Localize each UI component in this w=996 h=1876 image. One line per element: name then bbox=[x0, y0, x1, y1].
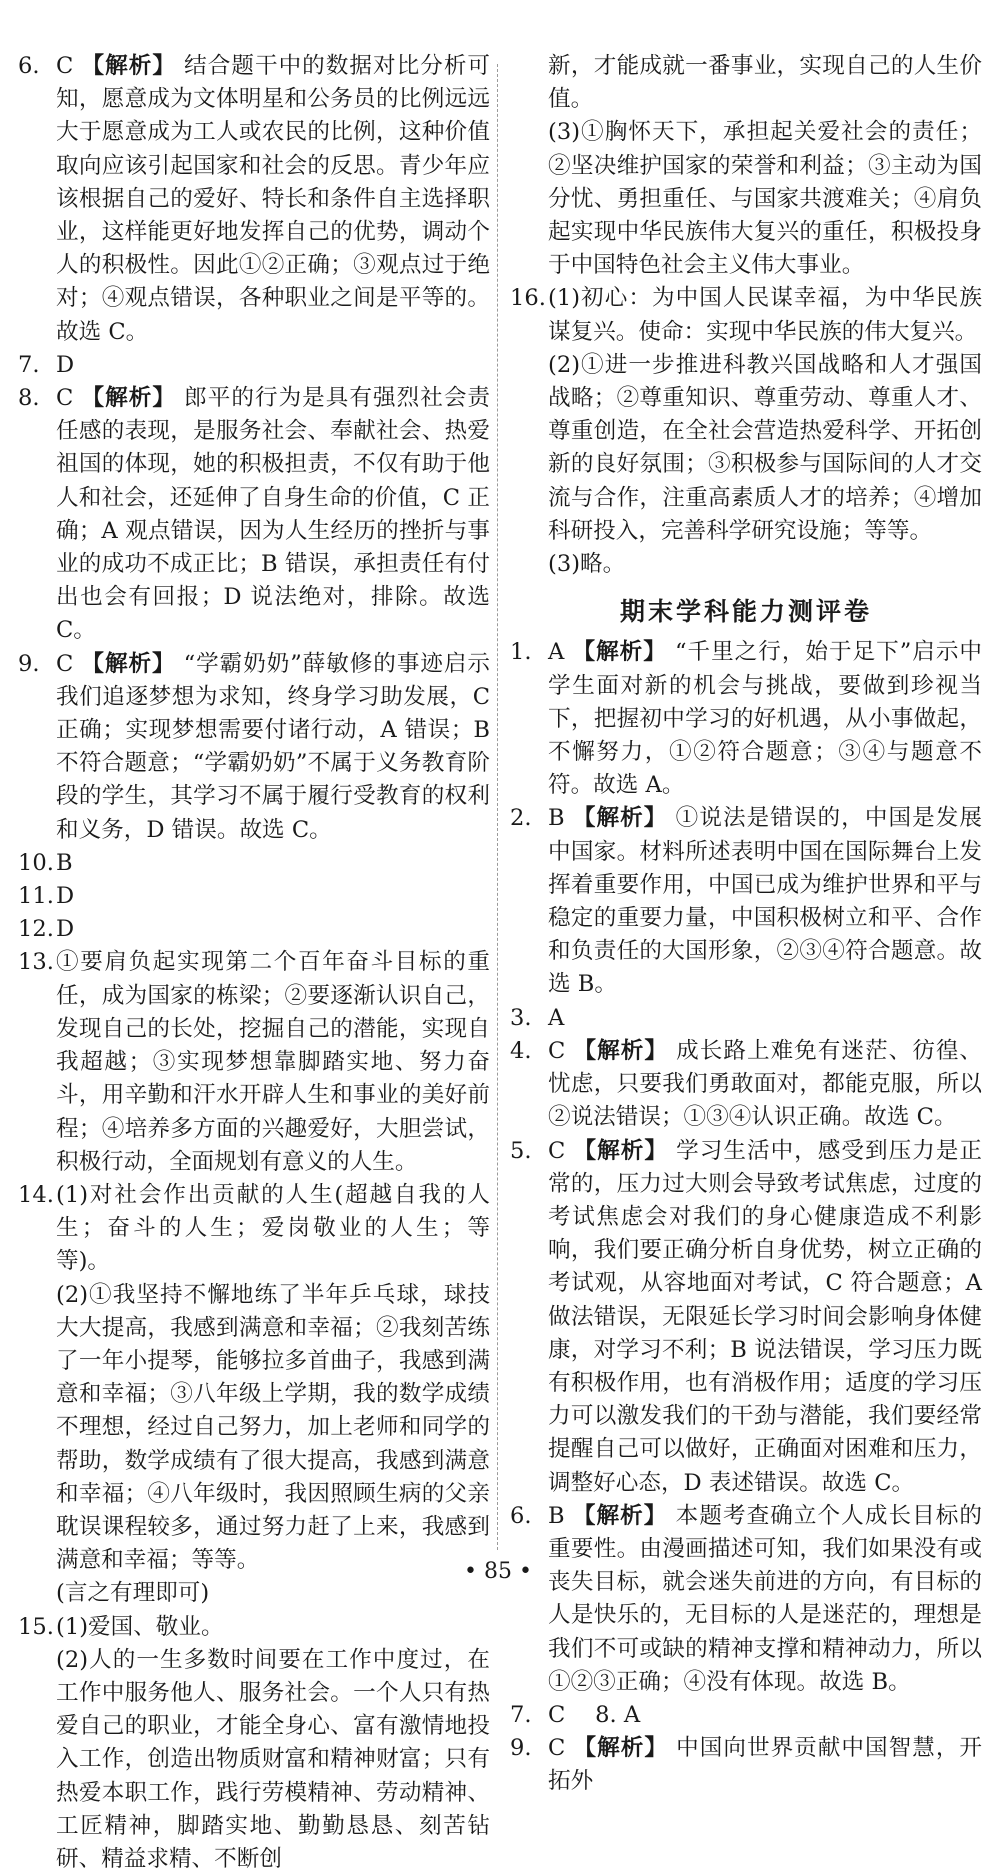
item-number: 14. bbox=[18, 1181, 54, 1208]
item-answer: B bbox=[56, 849, 73, 876]
answer-item-15-continued bbox=[510, 50, 982, 282]
item-number: 16. bbox=[510, 285, 546, 312]
item-number: 9. bbox=[18, 650, 40, 677]
final-item-7-8 bbox=[510, 1699, 982, 1732]
answer-item-8 bbox=[18, 382, 490, 648]
answer-item-12 bbox=[18, 913, 490, 946]
item-answer: B bbox=[548, 1502, 565, 1529]
item-number: 13. bbox=[18, 949, 54, 976]
item-number: 7. bbox=[510, 1701, 532, 1728]
answer-item-13 bbox=[18, 946, 490, 1178]
analysis-label: 【解析】 bbox=[572, 1502, 668, 1529]
final-item-1 bbox=[510, 636, 982, 802]
answer-item-6 bbox=[18, 50, 490, 349]
item-number: 2. bbox=[510, 805, 532, 832]
sub-answer: (3)略。 bbox=[548, 551, 626, 578]
item-body: “千里之行，始于足下”启示中学生面对新的机会与挑战，要做到珍视当下，把握初中学习的好机遇，从小事做起，不懈努力，①②符合题意；③④与题意不符。故选 A。 bbox=[548, 639, 982, 799]
item-answer: A bbox=[548, 639, 565, 666]
sub-answer: (2)①进一步推进科教兴国战略和人才强国战略；②尊重知识、尊重劳动、尊重人才、尊重创造，在全社会营造热爱科学、开拓创新的良好氛围；③积极参与国际间的人才交流与合作，注重高素质人才的培养；④增加科研投入，完善科学研究设施；等等。 bbox=[548, 351, 982, 544]
final-item-6 bbox=[510, 1500, 982, 1699]
item-answer: C bbox=[548, 1137, 566, 1164]
item-body: 中国向世界贡献中国智慧，开拓外 bbox=[548, 1735, 983, 1795]
final-item-4 bbox=[510, 1035, 982, 1135]
item-body: ①说法是错误的，中国是发展中国家。材料所述表明中国在国际舞台上发挥着重要作用，中国已成为维护世界和平与稳定的重要力量，中国积极树立和平、合作和负责任的大国形象，②③④符合题意。故选 B。 bbox=[548, 805, 983, 998]
analysis-label: 【解析】 bbox=[573, 1037, 668, 1064]
analysis-label: 【解析】 bbox=[81, 53, 176, 79]
continued-text: 新，才能成就一番事业，实现自己的人生价值。 bbox=[548, 53, 982, 113]
sub-answer: (1)对社会作出贡献的人生(超越自我的人生；奋斗的人生；爱岗敬业的人生；等等)。 bbox=[56, 1181, 490, 1275]
final-item-2 bbox=[510, 802, 982, 1001]
item-answer: D bbox=[56, 916, 75, 943]
item-number: 12. bbox=[18, 916, 54, 943]
item-answer: D bbox=[56, 351, 75, 378]
item-body: 学习生活中，感受到压力是正常的，压力过大则会导致考试焦虑，过度的考试焦虑会对我们的身心健康造成不利影响，我们要正确分析自身优势，树立正确的考试观，从容地面对考试，C 符合题意；A 做法错误，无限延长学习时间会影响身体健康，对学习不利；B 说法错误，学习压力既有积极作用，也有消极作用；适度的学习压力可以激发我们的干劲与潜能，我们要经常提醒自己可以做好，正确面对困难和压力，调整好心态，D 表述错误。故选 C。 bbox=[548, 1137, 983, 1496]
item-answer: A bbox=[548, 1004, 565, 1031]
item-number: 4. bbox=[510, 1037, 532, 1064]
analysis-label: 【解析】 bbox=[572, 805, 668, 832]
item-number: 9. bbox=[510, 1735, 532, 1762]
item-body: 结合题干中的数据对比分析可知，愿意成为文体明星和公务员的比例远远大于愿意成为工人或农民的比例，这种价值取向应该引起国家和社会的反思。青少年应该根据自己的爱好、特长和条件自主选择职业，这样能更好地发挥自己的优势，调动个人的积极性。因此①②正确；③观点过于绝对；④观点错误，各种职业之间是平等的。故选 C。 bbox=[56, 53, 491, 345]
section-title: 期末学科能力测评卷 bbox=[619, 597, 872, 627]
item-answer: D bbox=[56, 883, 75, 910]
item-number: 15. bbox=[18, 1613, 54, 1640]
item-number: 3. bbox=[510, 1004, 532, 1031]
answer-item-10 bbox=[18, 847, 490, 880]
item-number: 6. bbox=[18, 53, 40, 79]
analysis-label: 【解析】 bbox=[573, 1137, 668, 1164]
item-number: 11. bbox=[18, 883, 54, 910]
item-number: 10. bbox=[18, 849, 54, 876]
item-answer: B bbox=[548, 805, 565, 832]
item-body: ①要肩负起实现第二个百年奋斗目标的重任，成为国家的栋梁；②要逐渐认识自己，发现自己的长处，挖掘自己的潜能，实现自我超越；③实现梦想靠脚踏实地、努力奋斗，用辛勤和汗水开辟人生和事业的美好前程；④培养多方面的兴趣爱好，大胆尝试，积极行动，全面规划有意义的人生。 bbox=[56, 949, 490, 1175]
sub-answer: (1)初心：为中国人民谋幸福，为中华民族谋复兴。使命：实现中华民族的伟大复兴。 bbox=[548, 285, 982, 345]
answer-item-11 bbox=[18, 880, 490, 913]
right-column bbox=[510, 50, 982, 1799]
answer-item-15 bbox=[18, 1611, 490, 1876]
sub-answer-note: (言之有理即可) bbox=[56, 1580, 210, 1607]
sub-answer: (3)①胸怀天下，承担起关爱社会的责任；②坚决维护国家的荣誉和利益；③主动为国分忧、勇担重任、与国家共渡难关；④肩负起实现中华民族伟大复兴的重任，积极投身于中国特色社会主义伟大事业。 bbox=[548, 119, 982, 279]
answer-item-7 bbox=[18, 349, 490, 382]
item-answer: C bbox=[548, 1701, 566, 1728]
answer-item-14 bbox=[18, 1179, 490, 1611]
page-number: • 85 • bbox=[464, 1559, 532, 1584]
item-number: 6. bbox=[510, 1502, 532, 1529]
item-answer: C bbox=[56, 53, 74, 79]
item-answer: C bbox=[548, 1037, 566, 1064]
item-number: 1. bbox=[510, 639, 532, 666]
item-body: 郎平的行为是具有强烈社会责任感的表现，是服务社会、奉献社会、热爱祖国的体现，她的积极担责，不仅有助于他人和社会，还延伸了自身生命的价值，C 正确；A 观点错误，因为人生经历的挫折与事业的成功不成正比；B 错误，承担责任有付出也会有回报；D 说法绝对，排除。故选 C。 bbox=[56, 385, 491, 644]
item-extra: 8. A bbox=[572, 1701, 641, 1728]
item-body: 成长路上难免有迷茫、彷徨、忧虑，只要我们勇敢面对，都能克服，所以②说法错误；①③④认识正确。故选 C。 bbox=[548, 1037, 983, 1131]
answer-item-16 bbox=[510, 282, 982, 581]
analysis-label: 【解析】 bbox=[81, 385, 176, 412]
column-divider bbox=[497, 64, 498, 1550]
analysis-label: 【解析】 bbox=[81, 650, 176, 677]
item-body: 本题考查确立个人成长目标的重要性。由漫画描述可知，我们如果没有或丧失目标，就会迷失前进的方向，有目标的人是快乐的，无目标的人是迷茫的，理想是我们不可或缺的精神支撑和精神动力，所以①②③正确；④没有体现。故选 B。 bbox=[548, 1502, 983, 1695]
item-answer: C bbox=[56, 385, 74, 412]
item-body: “学霸奶奶”薛敏修的事迹启示我们追逐梦想为求知，终身学习助发展，C 正确；实现梦想需要付诸行动，A 错误；B 不符合题意；“学霸奶奶”不属于义务教育阶段的学生，其学习不属于履行受教育的权利和义务，D 错误。故选 C。 bbox=[56, 650, 491, 843]
final-item-9 bbox=[510, 1732, 982, 1798]
item-number: 5. bbox=[510, 1137, 532, 1164]
item-answer: C bbox=[548, 1735, 566, 1762]
final-item-5 bbox=[510, 1135, 982, 1500]
sub-answer: (2)人的一生多数时间要在工作中度过，在工作中服务他人、服务社会。一个人只有热爱自己的职业，才能全身心、富有激情地投入工作，创造出物质财富和精神财富；只有热爱本职工作，践行劳模精神、劳动精神、工匠精神，脚踏实地、勤勤恳恳、刻苦钻研、精益求精、不断创 bbox=[56, 1646, 490, 1872]
item-answer: C bbox=[56, 650, 74, 677]
analysis-label: 【解析】 bbox=[572, 639, 667, 666]
item-number: 8. bbox=[18, 385, 40, 412]
analysis-label: 【解析】 bbox=[573, 1735, 668, 1762]
final-item-3 bbox=[510, 1002, 982, 1035]
answer-item-9 bbox=[18, 648, 490, 847]
sub-answer: (1)爱国、敬业。 bbox=[56, 1613, 224, 1640]
item-number: 7. bbox=[18, 351, 40, 378]
sub-answer: (2)①我坚持不懈地练了半年乒乓球，球技大大提高，我感到满意和幸福；②我刻苦练了一年小提琴，能够拉多首曲子，我感到满意和幸福；③八年级上学期，我的数学成绩不理想，经过自己努力，加上老师和同学的帮助，数学成绩有了很大提高，我感到满意和幸福；④八年级时，我因照顾生病的父亲耽误课程较多，通过努力赶了上来，我感到满意和幸福；等等。 bbox=[56, 1281, 490, 1574]
left-column bbox=[18, 50, 490, 1876]
